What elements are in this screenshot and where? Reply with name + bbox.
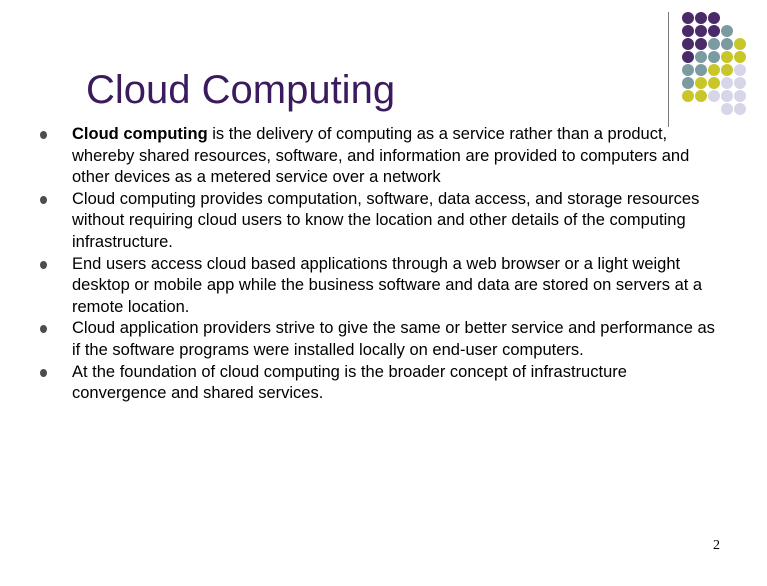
bullet-item: [0, 189, 722, 254]
decorative-dot: [682, 51, 694, 63]
decorative-dot: [734, 64, 746, 76]
decorative-dot: [695, 12, 707, 24]
bullet-list: [0, 124, 767, 405]
slide-title: Cloud Computing: [86, 68, 396, 112]
decorative-dot: [695, 38, 707, 50]
bullet-text: End users access cloud based applications through a web browser or a light weight desktop or mobile app while the business software and data are stored on servers at a remote location.: [72, 254, 703, 316]
decorative-dot: [695, 25, 707, 37]
decorative-dot: [721, 77, 733, 89]
decorative-dot: [695, 90, 707, 102]
decorative-dot: [708, 64, 720, 76]
bullet-dot-icon: [40, 131, 47, 139]
bullet-text: is the delivery of computing as a service rather than a product, whereby shared resources, software, and information are provided to computers and other devices as a metered service over a network: [72, 125, 690, 187]
decorative-dot: [682, 77, 694, 89]
bullet-item: [0, 318, 722, 361]
decorative-dot: [721, 64, 733, 76]
decorative-dot: [734, 103, 746, 115]
decorative-dot: [734, 77, 746, 89]
decorative-dot: [734, 38, 746, 50]
decorative-dot: [695, 64, 707, 76]
bullet-dot-icon: [40, 261, 47, 269]
decorative-divider-line: [668, 12, 669, 127]
decorative-dot: [721, 51, 733, 63]
decorative-dot: [708, 12, 720, 24]
decorative-dot: [682, 38, 694, 50]
decorative-dot: [734, 51, 746, 63]
decorative-dot: [708, 25, 720, 37]
decorative-dot: [721, 38, 733, 50]
decorative-dot: [682, 90, 694, 102]
bullet-item: [0, 124, 722, 189]
page-number: 2: [713, 538, 720, 553]
decorative-dot: [695, 77, 707, 89]
decorative-dot: [682, 25, 694, 37]
decorative-dot: [708, 90, 720, 102]
decorative-dot: [721, 90, 733, 102]
decorative-dot: [695, 51, 707, 63]
bullet-text: At the foundation of cloud computing is the broader concept of infrastructure convergence and shared services.: [72, 362, 627, 403]
decorative-dot: [708, 77, 720, 89]
decorative-dot: [708, 51, 720, 63]
decorative-dot: [721, 103, 733, 115]
bullet-text: Cloud application providers strive to give the same or better service and performance as if the software programs were installed locally on end-user computers.: [72, 319, 715, 359]
bullet-item: [0, 362, 722, 405]
decorative-dot: [682, 64, 694, 76]
decorative-dot: [682, 12, 694, 24]
bullet-dot-icon: [40, 325, 47, 333]
decorative-dot: [708, 38, 720, 50]
bullet-dot-icon: [40, 196, 47, 204]
bullet-item: [0, 254, 722, 319]
decorative-dot: [734, 90, 746, 102]
bullet-dot-icon: [40, 369, 47, 377]
decorative-dot: [721, 25, 733, 37]
bullet-text: Cloud computing provides computation, software, data access, and storage resources without requiring cloud users to know the location and other details of the computing infrastructure.: [72, 189, 700, 251]
bullet-bold-term: Cloud computing: [72, 125, 208, 143]
